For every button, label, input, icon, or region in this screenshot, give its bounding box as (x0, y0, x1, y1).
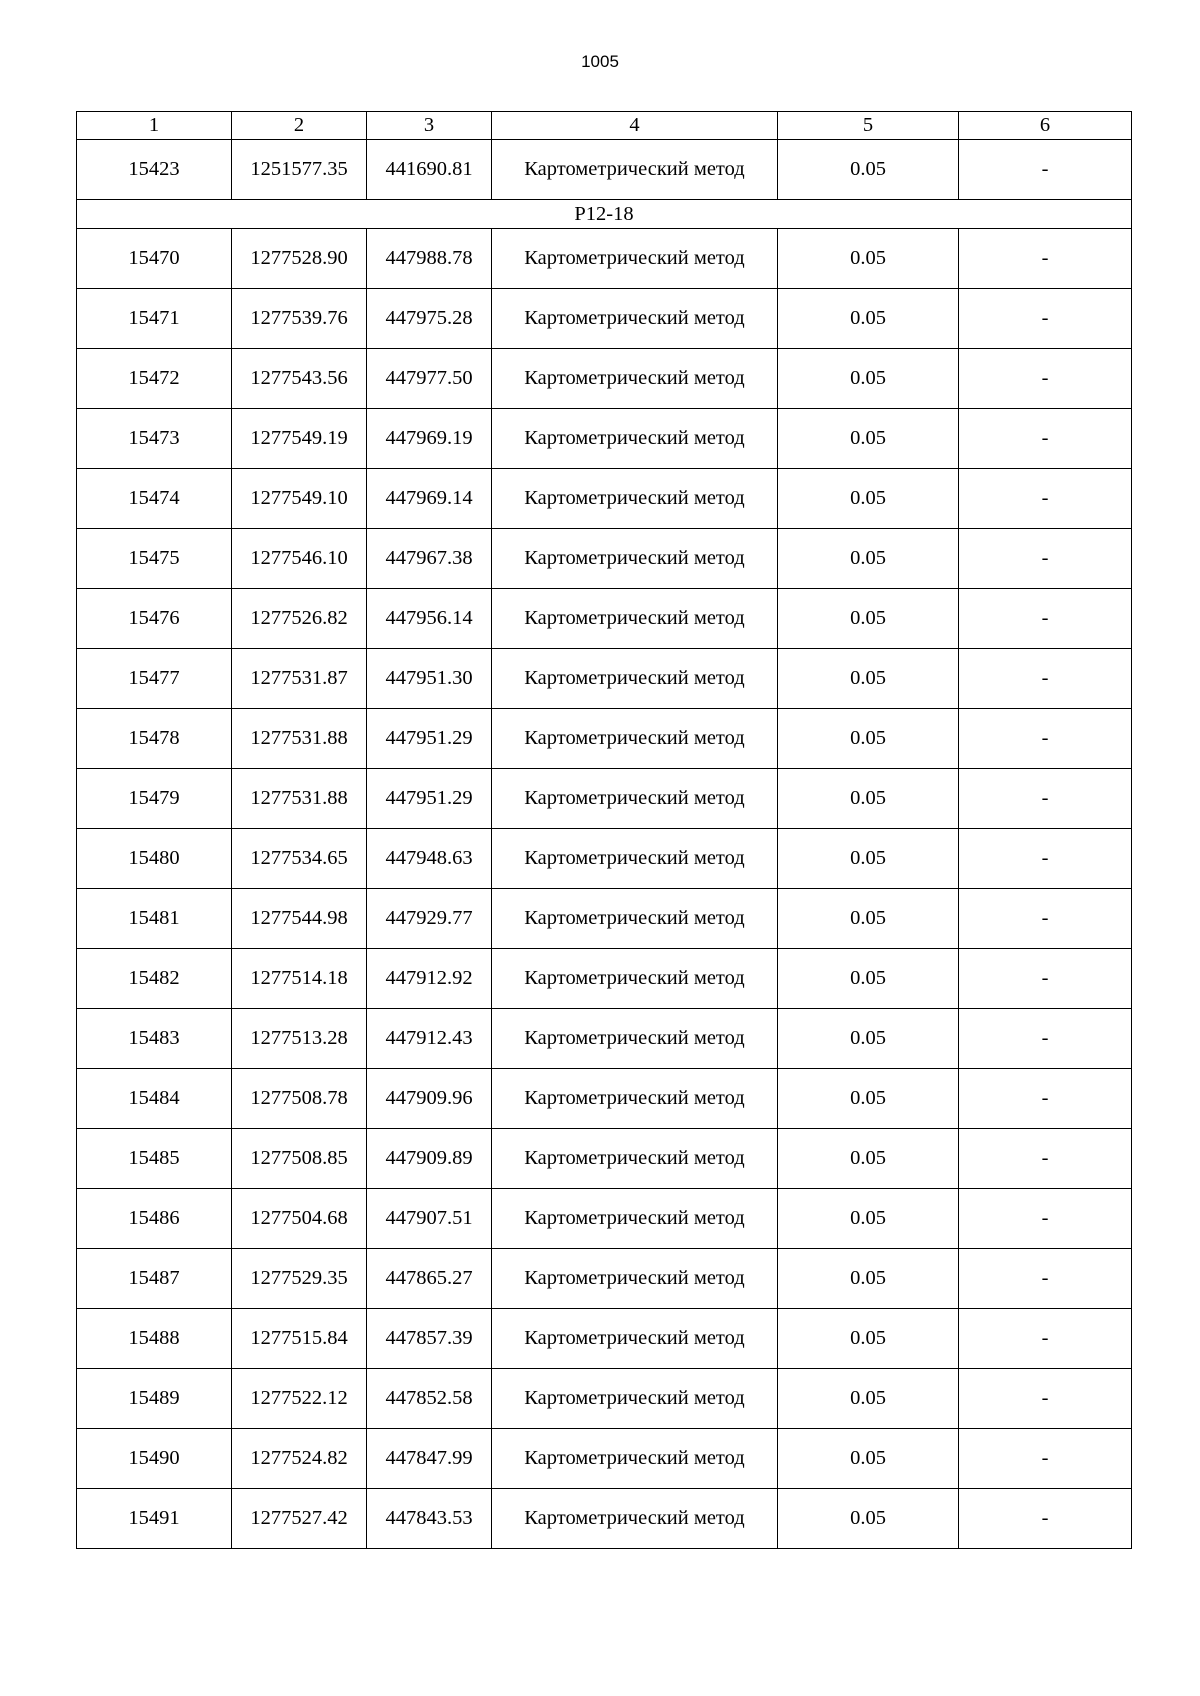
y-coordinate-cell: 447907.51 (367, 1189, 492, 1249)
table-row (77, 889, 1132, 949)
x-coordinate-cell: 1277526.82 (232, 589, 367, 649)
note-cell: - (959, 140, 1132, 200)
method-cell: Картометрический метод (492, 649, 778, 709)
accuracy-cell: 0.05 (778, 769, 959, 829)
y-coordinate-cell: 447956.14 (367, 589, 492, 649)
method-cell: Картометрический метод (492, 289, 778, 349)
table-row (77, 1429, 1132, 1489)
point-id-cell: 15482 (77, 949, 232, 1009)
point-id-cell: 15471 (77, 289, 232, 349)
note-cell: - (959, 769, 1132, 829)
table-row (77, 1009, 1132, 1069)
y-coordinate-cell: 447951.30 (367, 649, 492, 709)
accuracy-cell: 0.05 (778, 949, 959, 1009)
method-cell: Картометрический метод (492, 469, 778, 529)
method-cell: Картометрический метод (492, 349, 778, 409)
y-coordinate-cell: 447969.14 (367, 469, 492, 529)
x-coordinate-cell: 1277546.10 (232, 529, 367, 589)
point-id-cell: 15478 (77, 709, 232, 769)
y-coordinate-cell: 447988.78 (367, 229, 492, 289)
x-coordinate-cell: 1277513.28 (232, 1009, 367, 1069)
coordinates-table (76, 111, 1132, 1549)
point-id-cell: 15476 (77, 589, 232, 649)
x-coordinate-cell: 1277504.68 (232, 1189, 367, 1249)
note-cell: - (959, 589, 1132, 649)
method-cell: Картометрический метод (492, 829, 778, 889)
table-row (77, 140, 1132, 200)
method-cell: Картометрический метод (492, 949, 778, 1009)
y-coordinate-cell: 447852.58 (367, 1369, 492, 1429)
accuracy-cell: 0.05 (778, 349, 959, 409)
y-coordinate-cell: 447929.77 (367, 889, 492, 949)
point-id-cell: 15491 (77, 1489, 232, 1549)
method-cell: Картометрический метод (492, 229, 778, 289)
table-body (77, 112, 1132, 1549)
note-cell: - (959, 349, 1132, 409)
accuracy-cell: 0.05 (778, 140, 959, 200)
x-coordinate-cell: 1277522.12 (232, 1369, 367, 1429)
y-coordinate-cell: 447948.63 (367, 829, 492, 889)
y-coordinate-cell: 447912.43 (367, 1009, 492, 1069)
method-cell: Картометрический метод (492, 1309, 778, 1369)
accuracy-cell: 0.05 (778, 889, 959, 949)
table-row (77, 1369, 1132, 1429)
y-coordinate-cell: 447969.19 (367, 409, 492, 469)
accuracy-cell: 0.05 (778, 229, 959, 289)
method-cell: Картометрический метод (492, 709, 778, 769)
x-coordinate-cell: 1277508.78 (232, 1069, 367, 1129)
note-cell: - (959, 469, 1132, 529)
method-cell: Картометрический метод (492, 1069, 778, 1129)
y-coordinate-cell: 447909.96 (367, 1069, 492, 1129)
point-id-cell: 15490 (77, 1429, 232, 1489)
note-cell: - (959, 829, 1132, 889)
method-cell: Картометрический метод (492, 1369, 778, 1429)
y-coordinate-cell: 447975.28 (367, 289, 492, 349)
table-row (77, 1489, 1132, 1549)
note-cell: - (959, 409, 1132, 469)
point-id-cell: 15475 (77, 529, 232, 589)
method-cell: Картометрический метод (492, 589, 778, 649)
accuracy-cell: 0.05 (778, 1129, 959, 1189)
table-row (77, 949, 1132, 1009)
accuracy-cell: 0.05 (778, 1009, 959, 1069)
accuracy-cell: 0.05 (778, 409, 959, 469)
point-id-cell: 15483 (77, 1009, 232, 1069)
header-cell: 4 (492, 112, 778, 140)
table-row (77, 649, 1132, 709)
y-coordinate-cell: 447843.53 (367, 1489, 492, 1549)
point-id-cell: 15487 (77, 1249, 232, 1309)
x-coordinate-cell: 1277531.87 (232, 649, 367, 709)
point-id-cell: 15484 (77, 1069, 232, 1129)
note-cell: - (959, 709, 1132, 769)
x-coordinate-cell: 1277508.85 (232, 1129, 367, 1189)
y-coordinate-cell: 447912.92 (367, 949, 492, 1009)
section-title: Р12-18 (77, 200, 1132, 229)
x-coordinate-cell: 1277515.84 (232, 1309, 367, 1369)
y-coordinate-cell: 447951.29 (367, 769, 492, 829)
point-id-cell: 15423 (77, 140, 232, 200)
method-cell: Картометрический метод (492, 140, 778, 200)
method-cell: Картометрический метод (492, 1249, 778, 1309)
header-cell: 1 (77, 112, 232, 140)
note-cell: - (959, 1249, 1132, 1309)
table-row (77, 529, 1132, 589)
x-coordinate-cell: 1277531.88 (232, 709, 367, 769)
x-coordinate-cell: 1277514.18 (232, 949, 367, 1009)
header-cell: 5 (778, 112, 959, 140)
table-row (77, 469, 1132, 529)
note-cell: - (959, 1009, 1132, 1069)
x-coordinate-cell: 1277543.56 (232, 349, 367, 409)
y-coordinate-cell: 447967.38 (367, 529, 492, 589)
accuracy-cell: 0.05 (778, 829, 959, 889)
table-row (77, 709, 1132, 769)
table-row (77, 1189, 1132, 1249)
y-coordinate-cell: 447909.89 (367, 1129, 492, 1189)
point-id-cell: 15472 (77, 349, 232, 409)
point-id-cell: 15489 (77, 1369, 232, 1429)
accuracy-cell: 0.05 (778, 709, 959, 769)
y-coordinate-cell: 447865.27 (367, 1249, 492, 1309)
header-cell: 6 (959, 112, 1132, 140)
x-coordinate-cell: 1277527.42 (232, 1489, 367, 1549)
accuracy-cell: 0.05 (778, 589, 959, 649)
method-cell: Картометрический метод (492, 1429, 778, 1489)
accuracy-cell: 0.05 (778, 1429, 959, 1489)
method-cell: Картометрический метод (492, 769, 778, 829)
x-coordinate-cell: 1277544.98 (232, 889, 367, 949)
method-cell: Картометрический метод (492, 529, 778, 589)
x-coordinate-cell: 1277529.35 (232, 1249, 367, 1309)
x-coordinate-cell: 1277524.82 (232, 1429, 367, 1489)
x-coordinate-cell: 1277534.65 (232, 829, 367, 889)
header-row (77, 112, 1132, 140)
table-row (77, 349, 1132, 409)
accuracy-cell: 0.05 (778, 1189, 959, 1249)
point-id-cell: 15480 (77, 829, 232, 889)
note-cell: - (959, 529, 1132, 589)
note-cell: - (959, 1129, 1132, 1189)
method-cell: Картометрический метод (492, 889, 778, 949)
accuracy-cell: 0.05 (778, 649, 959, 709)
table-row (77, 1129, 1132, 1189)
accuracy-cell: 0.05 (778, 529, 959, 589)
table-row (77, 409, 1132, 469)
accuracy-cell: 0.05 (778, 289, 959, 349)
table-row (77, 1309, 1132, 1369)
y-coordinate-cell: 447857.39 (367, 1309, 492, 1369)
table-row (77, 1069, 1132, 1129)
note-cell: - (959, 1369, 1132, 1429)
point-id-cell: 15481 (77, 889, 232, 949)
point-id-cell: 15470 (77, 229, 232, 289)
note-cell: - (959, 1189, 1132, 1249)
accuracy-cell: 0.05 (778, 469, 959, 529)
x-coordinate-cell: 1251577.35 (232, 140, 367, 200)
header-cell: 3 (367, 112, 492, 140)
point-id-cell: 15473 (77, 409, 232, 469)
note-cell: - (959, 889, 1132, 949)
table-row (77, 289, 1132, 349)
accuracy-cell: 0.05 (778, 1249, 959, 1309)
table-row (77, 1249, 1132, 1309)
table-row (77, 769, 1132, 829)
x-coordinate-cell: 1277549.19 (232, 409, 367, 469)
page-number: 1005 (581, 52, 619, 71)
method-cell: Картометрический метод (492, 1009, 778, 1069)
point-id-cell: 15477 (77, 649, 232, 709)
note-cell: - (959, 649, 1132, 709)
header-cell: 2 (232, 112, 367, 140)
point-id-cell: 15474 (77, 469, 232, 529)
note-cell: - (959, 289, 1132, 349)
method-cell: Картометрический метод (492, 1189, 778, 1249)
y-coordinate-cell: 447951.29 (367, 709, 492, 769)
point-id-cell: 15488 (77, 1309, 232, 1369)
point-id-cell: 15486 (77, 1189, 232, 1249)
note-cell: - (959, 1309, 1132, 1369)
section-row (77, 200, 1132, 229)
table-row (77, 589, 1132, 649)
x-coordinate-cell: 1277549.10 (232, 469, 367, 529)
note-cell: - (959, 1489, 1132, 1549)
point-id-cell: 15479 (77, 769, 232, 829)
y-coordinate-cell: 447847.99 (367, 1429, 492, 1489)
accuracy-cell: 0.05 (778, 1489, 959, 1549)
note-cell: - (959, 1429, 1132, 1489)
y-coordinate-cell: 441690.81 (367, 140, 492, 200)
method-cell: Картометрический метод (492, 409, 778, 469)
method-cell: Картометрический метод (492, 1489, 778, 1549)
x-coordinate-cell: 1277539.76 (232, 289, 367, 349)
table-row (77, 229, 1132, 289)
x-coordinate-cell: 1277528.90 (232, 229, 367, 289)
accuracy-cell: 0.05 (778, 1069, 959, 1129)
point-id-cell: 15485 (77, 1129, 232, 1189)
accuracy-cell: 0.05 (778, 1369, 959, 1429)
note-cell: - (959, 1069, 1132, 1129)
method-cell: Картометрический метод (492, 1129, 778, 1189)
note-cell: - (959, 949, 1132, 1009)
note-cell: - (959, 229, 1132, 289)
x-coordinate-cell: 1277531.88 (232, 769, 367, 829)
accuracy-cell: 0.05 (778, 1309, 959, 1369)
y-coordinate-cell: 447977.50 (367, 349, 492, 409)
table-row (77, 829, 1132, 889)
